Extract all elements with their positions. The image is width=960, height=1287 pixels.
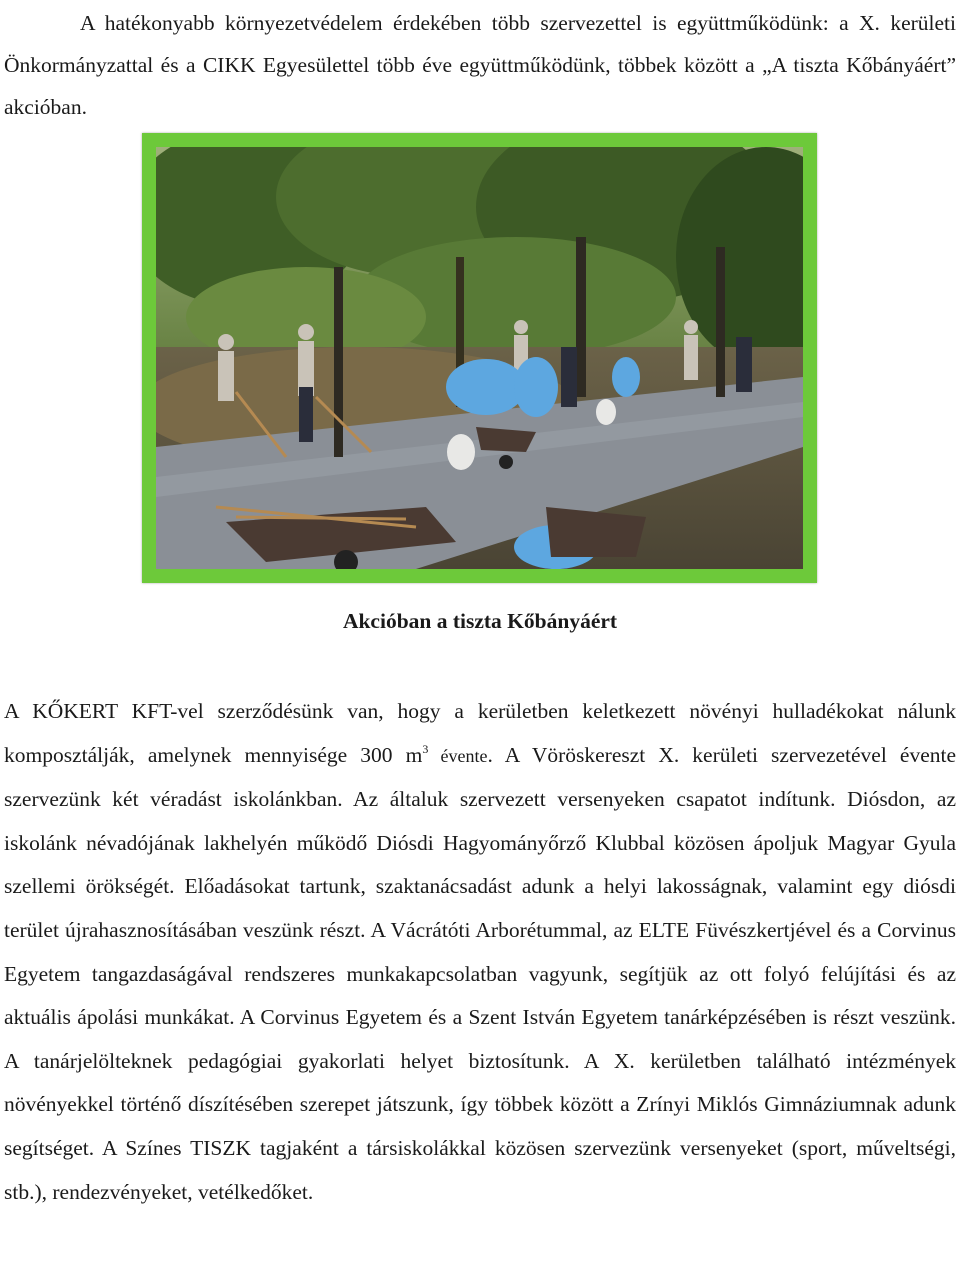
photo-frame	[142, 133, 817, 583]
intro-paragraph: A hatékonyabb környezetvédelem érdekében több szervezettel is együttműködünk: a X. kerületi Önkormányzattal és a CIKK Egyesülettel több éve együttműködünk, többek között a „A tiszta Kőbányáért” akcióban.	[4, 11, 956, 119]
photo-caption: Akcióban a tiszta Kőbányáért	[342, 609, 618, 633]
main-paragraph-part1: A KŐKERT KFT-vel szerződésünk van, hogy a kerületben keletkezett növényi hulladékokat nálunk komposztálják, amelynek mennyisége 300 m	[4, 699, 956, 767]
park-cleanup-photo	[156, 147, 803, 569]
superscript-three: 3	[422, 741, 429, 756]
main-paragraph	[4, 690, 956, 1214]
main-paragraph-part3: . A Vöröskereszt X. kerületi szervezetével évente szervezünk két véradást iskolánkban. Az általuk szervezett versenyeken csapatot indítunk. Diósdon, az iskolánk névadójának lakhelyén működő Diósdi Hagyományőrző Klubbal közösen ápoljuk Magyar Gyula szellemi örökségét. Előadásokat tartunk, szaktanácsadást adunk a helyi lakosságnak, valamint egy diósdi terület újrahasznosításában veszünk részt. A Vácrátóti Arborétummal, az ELTE Füvészkertjével és a Corvinus Egyetem tangazdaságával rendszeres munkakapcsolatban vagyunk, segítjük az ott folyó felújítási és az aktuális ápolási munkákat. A Corvinus Egyetem és a Szent István Egyetem tanárképzésében is részt veszünk. A tanárjelölteknek pedagógiai gyakorlati helyet biztosítunk. A X. kerületben található intézmények növényekkel történő díszítésében szerepet játszunk, így többek között a Zrínyi Miklós Gimnáziumnak adunk segítséget. A Színes TISZK tagjaként a társiskolákkal közösen szervezünk versenyeket (sport, műveltségi, stb.), rendezvényeket, vetélkedőket.	[4, 742, 957, 1204]
main-paragraph-part2: évente	[428, 745, 488, 766]
